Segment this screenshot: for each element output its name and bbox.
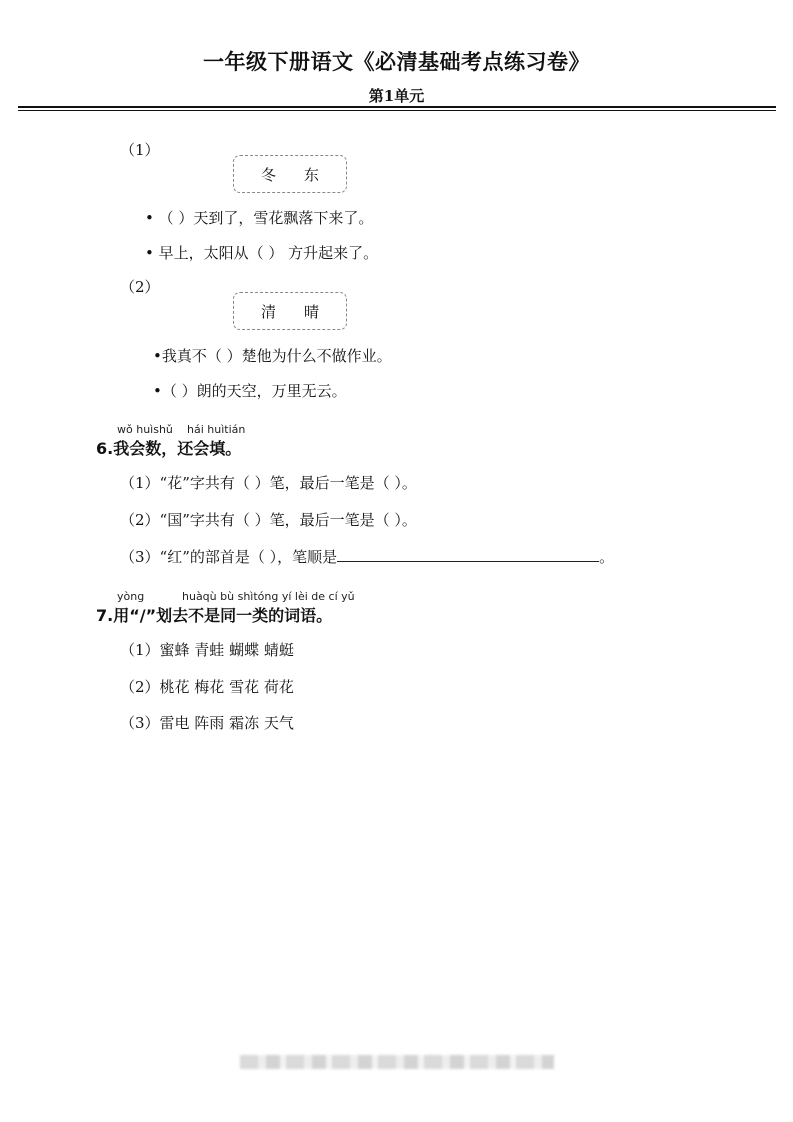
fill-sentence: • 早上，太阳从（ ） 方升起来了。 bbox=[145, 244, 379, 262]
char-box-1-char-2: 东 bbox=[304, 165, 320, 184]
question-line: （1）“花”字共有（ ）笔，最后一笔是（ ）。 bbox=[120, 474, 417, 492]
question-text: （3）“红”的部首是（ ），笔顺是 bbox=[120, 548, 338, 566]
part1-number: （1） bbox=[120, 141, 160, 159]
word-group: （3）雷电 阵雨 霜冻 天气 bbox=[120, 714, 294, 732]
question-end: 。 bbox=[599, 548, 615, 566]
question-line bbox=[120, 546, 614, 567]
char-box-1 bbox=[233, 155, 347, 193]
char-box-1-char-1: 冬 bbox=[260, 165, 276, 184]
word-group: （2）桃花 梅花 雪花 荷花 bbox=[120, 678, 294, 696]
fill-sentence: • （ ）天到了，雪花飘落下来了。 bbox=[145, 209, 374, 227]
section-6-heading: 6.我会数，还会填。 bbox=[96, 439, 242, 458]
question-line: （2）“国”字共有（ ）笔，最后一笔是（ ）。 bbox=[120, 511, 417, 529]
char-box-2-char-1: 清 bbox=[260, 302, 276, 321]
answer-blank[interactable] bbox=[337, 547, 599, 562]
pinyin-annotation: wǒ huìshǔ bbox=[117, 423, 173, 436]
pinyin-annotation: huàqù bù shìtóng yí lèi de cí yǔ bbox=[182, 590, 355, 603]
header-rule-thin bbox=[18, 110, 776, 111]
pinyin-annotation: yòng bbox=[117, 590, 145, 603]
char-box-2-char-2: 晴 bbox=[304, 302, 320, 321]
section-7-heading: 7.用“/”划去不是同一类的词语。 bbox=[96, 606, 333, 625]
header-rule-thick bbox=[18, 106, 776, 108]
fill-sentence: •我真不（ ）楚他为什么不做作业。 bbox=[153, 347, 392, 365]
blurred-footer-watermark bbox=[240, 1055, 554, 1069]
char-box-2 bbox=[233, 292, 347, 330]
pinyin-annotation: hái huìtián bbox=[187, 423, 246, 436]
part2-number: （2） bbox=[120, 278, 160, 296]
fill-sentence: •（ ）朗的天空，万里无云。 bbox=[153, 382, 347, 400]
page-subtitle: 第1单元 bbox=[368, 87, 425, 105]
word-group: （1）蜜蜂 青蛙 蝴蝶 蜻蜓 bbox=[120, 641, 294, 659]
page-title: 一年级下册语文《必清基础考点练习卷》 bbox=[203, 49, 590, 74]
